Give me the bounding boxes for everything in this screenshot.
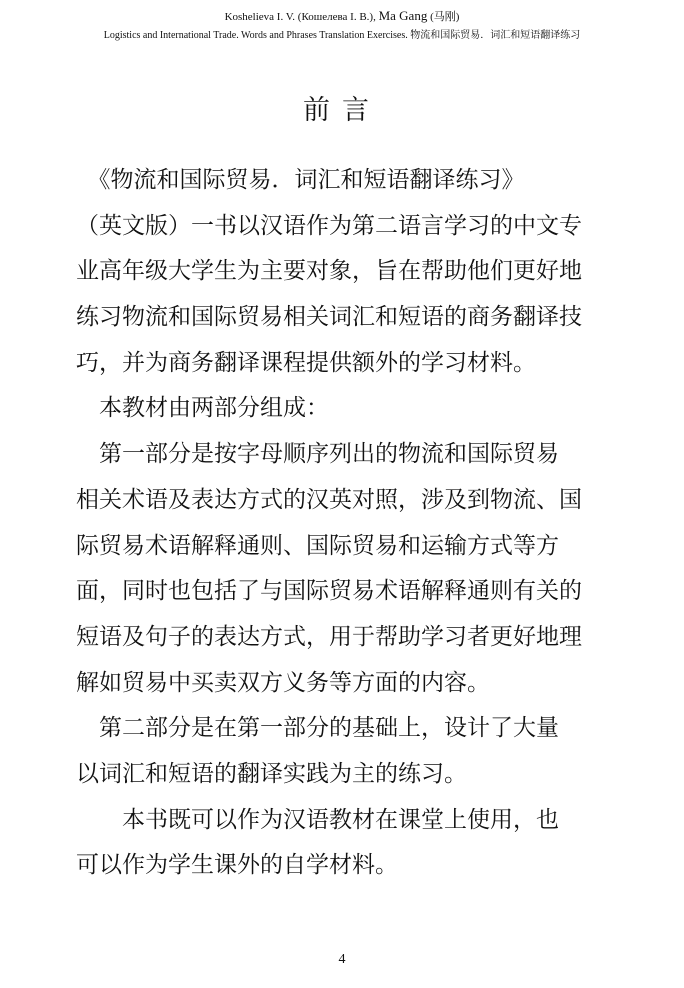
header-author-chinese: (马刚) xyxy=(430,11,460,23)
text-line: 相关术语及表达方式的汉英对照，涉及到物流、国 xyxy=(76,486,582,513)
page-title: 前言 xyxy=(303,95,381,126)
preface-body xyxy=(76,158,621,889)
header-authors-prefix: Koshelieva I. V. (Кошелева I. B.), xyxy=(224,11,376,23)
text-line: 第二部分是在第一部分的基础上，设计了大量 xyxy=(76,715,559,742)
running-header-subtitle: Logistics and International Trade. Words and Phrases Translation Exercises. 物流和国际贸易．词汇和短语翻译练习 xyxy=(103,30,581,41)
page-number: 4 xyxy=(338,952,346,967)
text-line: 际贸易术语解释通则、国际贸易和运输方式等方 xyxy=(76,532,559,559)
text-line: 可以作为学生课外的自学材料。 xyxy=(76,852,398,879)
text-line: 练习物流和国际贸易相关词汇和短语的商务翻译技 xyxy=(76,304,582,331)
text-line: 短语及句子的表达方式，用于帮助学习者更好地理 xyxy=(76,623,582,650)
header-author-name: Ma Gang xyxy=(378,8,428,23)
text-line: 《物流和国际贸易．词汇和短语翻译练习》 xyxy=(76,167,525,193)
text-line: 本书既可以作为汉语教材在课堂上使用，也 xyxy=(76,806,559,833)
text-line: 业高年级大学生为主要对象，旨在帮助他们更好地 xyxy=(76,258,582,285)
running-header-authors xyxy=(0,8,684,24)
text-line: 本教材由两部分组成： xyxy=(76,395,329,422)
text-line: 第一部分是按字母顺序列出的物流和国际贸易 xyxy=(76,441,559,468)
text-line: 解如贸易中买卖双方义务等方面的内容。 xyxy=(76,669,490,696)
text-line: 巧，并为商务翻译课程提供额外的学习材料。 xyxy=(76,349,536,376)
text-line: （英文版）一书以汉语作为第二语言学习的中文专 xyxy=(76,212,582,239)
text-line: 面，同时也包括了与国际贸易术语解释通则有关的 xyxy=(76,578,582,605)
text-line: 以词汇和短语的翻译实践为主的练习。 xyxy=(76,760,467,787)
